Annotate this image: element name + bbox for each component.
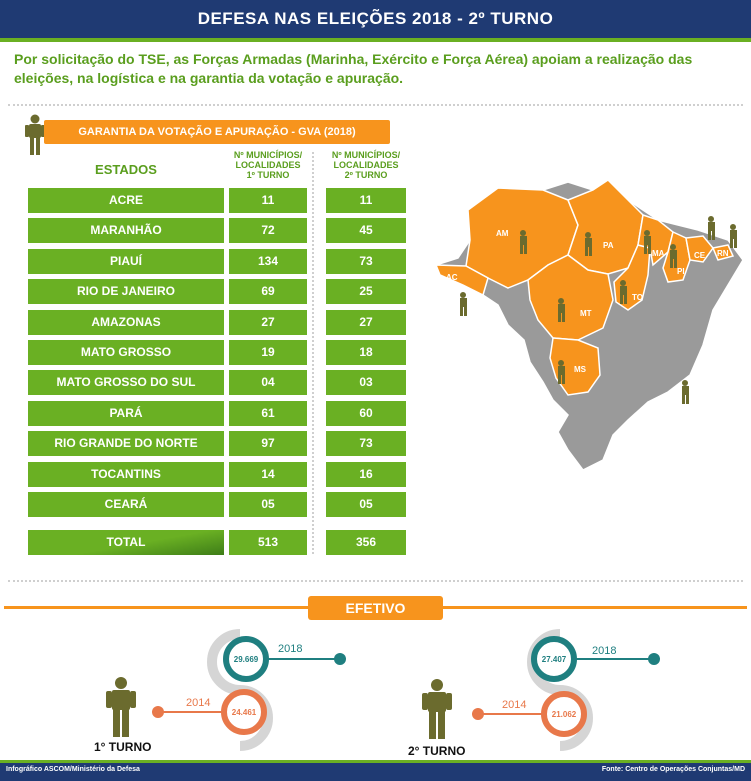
column-header-turno1: Nº MUNICÍPIOS/ LOCALIDADES 1º TURNO: [233, 150, 303, 180]
turno2-graphic: [420, 622, 680, 752]
turno1-year-2018: 2018: [278, 643, 303, 655]
row-turno1-value: 69: [229, 279, 307, 304]
row-turno2-value: 16: [326, 462, 406, 487]
page-title: DEFESA NAS ELEIÇÕES 2018 - 2º TURNO: [197, 9, 554, 28]
row-turno1-value: 97: [229, 431, 307, 456]
row-turno1-value: 134: [229, 249, 307, 274]
row-state-label: ACRE: [28, 188, 224, 213]
map-label-ma: MA: [652, 249, 665, 258]
column-header-turno2: Nº MUNICÍPIOS/ LOCALIDADES 2º TURNO: [331, 150, 401, 180]
brazil-map: [428, 170, 748, 480]
intro-text: Por solicitação do TSE, as Forças Armadas (Marinha, Exército e Força Aérea) apoiam a realização das eleições, na logística e na garantia da votação e apuração.: [14, 51, 693, 86]
turno2-year-2018: 2018: [592, 645, 617, 657]
dotted-divider: [8, 104, 743, 106]
efetivo-title: EFETIVO: [345, 600, 406, 616]
footer-credit: Infográfico ASCOM/Ministério da Defesa: [6, 766, 140, 773]
row-turno1-value: 19: [229, 340, 307, 365]
soldier-icon: [420, 678, 454, 740]
row-turno2-value: 25: [326, 279, 406, 304]
turno2-value-2018: 27.407: [541, 655, 567, 664]
soldier-icon: [460, 292, 467, 316]
row-turno1-value: 14: [229, 462, 307, 487]
map-label-rn: RN: [717, 249, 729, 258]
row-state-label: MARANHÃO: [28, 218, 224, 243]
row-state-label: RIO DE JANEIRO: [28, 279, 224, 304]
turno1-value-2014: 24.461: [231, 708, 257, 717]
turno2-label: 2° TURNO: [408, 744, 466, 758]
row-state-label: RIO GRANDE DO NORTE: [28, 431, 224, 456]
soldier-icon: [730, 224, 737, 248]
row-turno2-value: 60: [326, 401, 406, 426]
column-divider: [312, 152, 314, 554]
row-state-label: TOCANTINS: [28, 462, 224, 487]
row-turno2-value: 45: [326, 218, 406, 243]
soldier-icon: [682, 380, 689, 404]
map-label-am: AM: [496, 229, 509, 238]
row-turno1-value: 61: [229, 401, 307, 426]
turno2-year-2014: 2014: [502, 699, 527, 711]
gva-title: GARANTIA DA VOTAÇÃO E APURAÇÃO - GVA (2018): [78, 126, 356, 138]
row-turno2-value: 03: [326, 370, 406, 395]
soldier-icon: [104, 676, 138, 738]
turno2-value-2014: 21.062: [551, 710, 577, 719]
row-state-label: PIAUÍ: [28, 249, 224, 274]
row-state-label: PARÁ: [28, 401, 224, 426]
total-label: TOTAL: [28, 530, 224, 555]
total-turno1: 513: [229, 530, 307, 555]
row-state-label: MATO GROSSO DO SUL: [28, 370, 224, 395]
row-turno2-value: 18: [326, 340, 406, 365]
turno1-value-2018: 29.669: [233, 655, 259, 664]
footer-source: Fonte: Centro de Operações Conjuntas/MD: [601, 766, 745, 773]
row-turno1-value: 05: [229, 492, 307, 517]
row-state-label: MATO GROSSO: [28, 340, 224, 365]
row-turno1-value: 72: [229, 218, 307, 243]
row-turno2-value: 27: [326, 310, 406, 335]
map-label-pi: PI: [677, 267, 685, 276]
map-label-ac: AC: [446, 273, 458, 282]
row-turno2-value: 73: [326, 249, 406, 274]
row-turno1-value: 27: [229, 310, 307, 335]
row-turno1-value: 04: [229, 370, 307, 395]
row-turno2-value: 73: [326, 431, 406, 456]
turno1-year-2014: 2014: [186, 697, 211, 709]
total-turno2: 356: [326, 530, 406, 555]
map-label-ms: MS: [574, 365, 586, 374]
row-turno1-value: 11: [229, 188, 307, 213]
dotted-divider: [8, 580, 743, 582]
turno1-graphic: [100, 622, 360, 752]
header-stripe: [0, 38, 751, 42]
column-header-states: ESTADOS: [95, 162, 157, 177]
row-turno2-value: 05: [326, 492, 406, 517]
map-label-pa: PA: [603, 241, 614, 250]
map-label-mt: MT: [580, 309, 592, 318]
turno1-label: 1° TURNO: [94, 740, 152, 754]
map-label-ce: CE: [694, 251, 706, 260]
row-state-label: AMAZONAS: [28, 310, 224, 335]
row-state-label: CEARÁ: [28, 492, 224, 517]
row-turno2-value: 11: [326, 188, 406, 213]
map-label-to: TO: [632, 293, 643, 302]
